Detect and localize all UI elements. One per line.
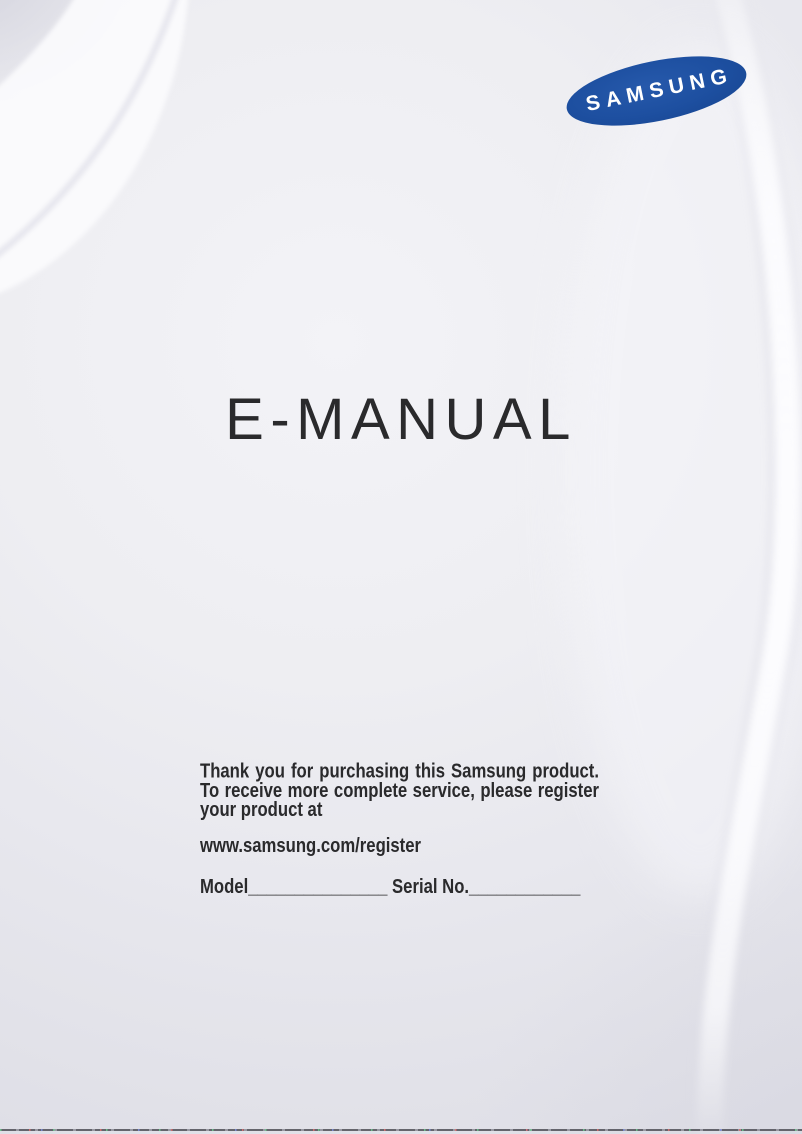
registration-text-line-3: your product at [200, 798, 323, 821]
registration-text-line-1: Thank you for purchasing this Samsung product. [200, 759, 599, 783]
page-title: E-MANUAL [225, 387, 577, 452]
scan-artifact-line [0, 1129, 802, 1131]
model-serial-line: Model_______________ Serial No.____________ [200, 874, 581, 898]
registration-text-line-2: To receive more complete service, please register [200, 778, 599, 802]
samsung-logo-text: SAMSUNG [583, 63, 735, 117]
registration-url: www.samsung.com/register [200, 834, 422, 857]
registration-block [200, 759, 599, 898]
